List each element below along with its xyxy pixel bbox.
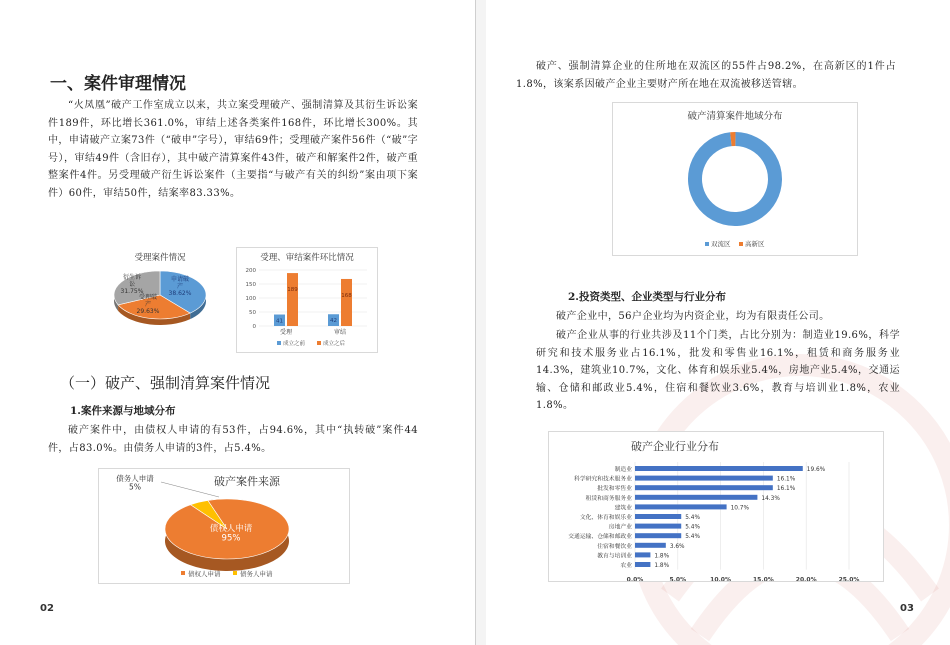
bar bbox=[341, 279, 352, 326]
page-number: 02 bbox=[40, 603, 54, 614]
region-svg bbox=[613, 103, 857, 255]
chart-title: 受理案件情况 bbox=[134, 253, 186, 263]
sub-heading: 1.案件来源与地域分布 bbox=[70, 405, 176, 417]
accepted-cases-svg bbox=[104, 249, 216, 331]
bar bbox=[635, 495, 757, 500]
legend-label: 债务人申请 bbox=[240, 570, 273, 578]
y-tick-label: 制造业 bbox=[614, 467, 632, 473]
bar bbox=[635, 476, 773, 481]
legend-label: 成立之前 bbox=[283, 341, 306, 347]
pie-data-label: 讼 bbox=[128, 281, 136, 288]
industry-svg bbox=[549, 432, 883, 581]
bar-data-label: 16.1% bbox=[776, 486, 796, 493]
bar bbox=[287, 273, 298, 326]
industry-text: 破产企业从事的行业共涉及11个门类，占比分别为：制造业19.6%，科学研究和技术服务业占16.1%，批发和零售业16.1%，租赁和商务服务业14.3%，建筑业10.7%，文化、体育和娱乐业5.4%，房地产业5.4%，交通运输、仓储和邮政业5.4%，住宿和餐饮业3.6%，教育与培训业1.8%，农业1.8%。 bbox=[536, 330, 900, 411]
mom-chart bbox=[236, 247, 378, 353]
y-tick-label: 交通运输、仓储和邮政业 bbox=[568, 534, 632, 541]
y-tick-label: 50 bbox=[249, 310, 256, 316]
pie-data-label: 申请破 bbox=[170, 276, 190, 283]
top-text: 破产、强制清算企业的住所地在双流区的55件占98.2%，在高新区的1件占1.8%，该案系因破产企业主要财产所在地在双流被移送管辖。 bbox=[516, 61, 896, 90]
bar bbox=[635, 552, 650, 557]
y-tick-label: 200 bbox=[245, 268, 256, 274]
legend-swatch bbox=[739, 242, 743, 246]
leader-line bbox=[161, 482, 219, 497]
bar-data-label: 41 bbox=[276, 318, 283, 325]
legend-label: 双流区 bbox=[711, 240, 731, 248]
bar-data-label: 1.8% bbox=[654, 553, 670, 560]
pie-data-label: 衍生诉 bbox=[122, 274, 142, 281]
legend-swatch bbox=[317, 341, 321, 345]
pie-data-label: 29.63% bbox=[136, 308, 160, 315]
right-page bbox=[486, 0, 950, 645]
section-heading: 一、案件审理情况 bbox=[50, 74, 186, 94]
subsection-heading: （一）破产、强制清算案件情况 bbox=[60, 374, 271, 392]
bar-data-label: 3.6% bbox=[669, 543, 685, 550]
intro-text: “火凤凰”破产工作室成立以来，共立案受理破产、强制清算及其衍生诉讼案件189件，环比增长361.0%，审结上述各类案件168件，环比增长300%。其中，申请破产立案73件（“破申”字号），审结69件；受理破产案件56件（“破”字号），审结49件（含旧存），其中破产清算案件43件，破产和解案件2件，破产重整案件4件。另受理破产衍生诉讼案件（主要指“与破产有关的纠纷”案由项下案件）60件，审结50件，结案率83.33%。 bbox=[48, 100, 418, 199]
case-source-svg bbox=[99, 469, 349, 583]
donut-segment bbox=[695, 139, 775, 219]
x-tick-label: 受理 bbox=[279, 329, 293, 336]
bar-data-label: 19.6% bbox=[806, 467, 826, 473]
bar-data-label: 1.8% bbox=[654, 563, 670, 569]
y-tick-label: 租赁和商务服务业 bbox=[585, 495, 632, 502]
bar-data-label: 5.4% bbox=[685, 534, 700, 541]
pie-data-label: 产 bbox=[176, 283, 184, 290]
y-tick-label: 100 bbox=[245, 296, 256, 302]
mom-chart-svg bbox=[237, 248, 377, 352]
y-tick-label: 科学研究和技术服务业 bbox=[574, 476, 632, 483]
chart-title: 破产案件来源 bbox=[214, 475, 280, 488]
source-paragraph bbox=[48, 422, 418, 457]
region-chart bbox=[612, 102, 858, 256]
bar-data-label: 5.4% bbox=[685, 515, 700, 521]
pie-data-label: 债权人申请 bbox=[209, 524, 253, 534]
bar bbox=[635, 543, 666, 548]
legend-label: 成立之后 bbox=[323, 341, 346, 347]
invest-paragraph bbox=[536, 308, 900, 326]
industry-chart bbox=[548, 431, 884, 582]
x-tick-label: 20.0% bbox=[795, 576, 817, 581]
y-tick-label: 教育与培训业 bbox=[597, 553, 632, 560]
bar-data-label: 5.4% bbox=[685, 524, 700, 531]
y-tick-label: 农业 bbox=[620, 563, 632, 569]
accepted-cases-chart bbox=[104, 249, 216, 331]
bar bbox=[635, 485, 773, 490]
legend-swatch bbox=[705, 242, 709, 246]
legend-swatch bbox=[277, 341, 281, 345]
legend-swatch bbox=[181, 571, 185, 575]
case-source-chart bbox=[98, 468, 350, 584]
bar-data-label: 189 bbox=[287, 287, 298, 294]
bar bbox=[635, 533, 681, 538]
bar-data-label: 168 bbox=[341, 292, 352, 299]
page-number: 03 bbox=[900, 603, 914, 614]
pie-data-label: 债务人申请 bbox=[116, 474, 154, 483]
chart-title: 破产清算案件地域分布 bbox=[687, 111, 783, 122]
pie-data-label: 受理破 bbox=[138, 294, 158, 301]
chart-title: 受理、审结案件环比情况 bbox=[260, 253, 354, 263]
pie-data-label: 38.62% bbox=[168, 290, 192, 297]
y-tick-label: 文化、体育和娱乐业 bbox=[579, 515, 632, 521]
y-tick-label: 房地产业 bbox=[608, 524, 632, 531]
pie-data-label: 产 bbox=[144, 301, 152, 308]
top-paragraph bbox=[516, 58, 896, 93]
legend-swatch bbox=[233, 571, 237, 575]
y-tick-label: 住宿和餐饮业 bbox=[597, 543, 632, 550]
y-tick-label: 批发和零售业 bbox=[597, 486, 632, 493]
legend-label: 高新区 bbox=[745, 240, 765, 248]
bar-data-label: 42 bbox=[330, 318, 337, 325]
y-tick-label: 0 bbox=[252, 324, 256, 330]
industry-paragraph bbox=[536, 327, 900, 415]
sub-heading: 2.投资类型、企业类型与行业分布 bbox=[568, 291, 726, 303]
chart-title: 破产企业行业分布 bbox=[631, 440, 719, 453]
bar bbox=[635, 514, 681, 519]
bar-data-label: 10.7% bbox=[730, 505, 750, 512]
x-tick-label: 5.0% bbox=[669, 576, 687, 581]
bar bbox=[635, 504, 727, 509]
y-tick-label: 150 bbox=[245, 282, 256, 288]
x-tick-label: 0.0% bbox=[626, 576, 644, 581]
intro-paragraph bbox=[48, 97, 418, 202]
bar bbox=[635, 466, 803, 471]
pie-data-label: 31.75% bbox=[120, 288, 144, 295]
x-tick-label: 25.0% bbox=[838, 576, 860, 581]
x-tick-label: 15.0% bbox=[752, 576, 774, 581]
source-text: 破产案件中，由债权人申请的有53件，占94.6%，其中“执转破”案件44件，占83.0%。由债务人申请的3件，占5.4%。 bbox=[48, 425, 418, 454]
x-tick-label: 审结 bbox=[333, 329, 347, 336]
pie-data-label: 95% bbox=[221, 533, 241, 544]
bar bbox=[635, 524, 681, 529]
x-tick-label: 10.0% bbox=[710, 576, 732, 581]
bar bbox=[635, 562, 650, 567]
bar-data-label: 14.3% bbox=[761, 495, 780, 502]
y-tick-label: 建筑业 bbox=[614, 505, 632, 512]
page-gutter bbox=[476, 0, 486, 645]
bar-data-label: 16.1% bbox=[776, 476, 796, 483]
invest-text: 破产企业中，56户企业均为内资企业，均为有限责任公司。 bbox=[556, 311, 830, 322]
pie-data-label: 5% bbox=[129, 482, 141, 492]
legend-label: 债权人申请 bbox=[188, 570, 221, 578]
